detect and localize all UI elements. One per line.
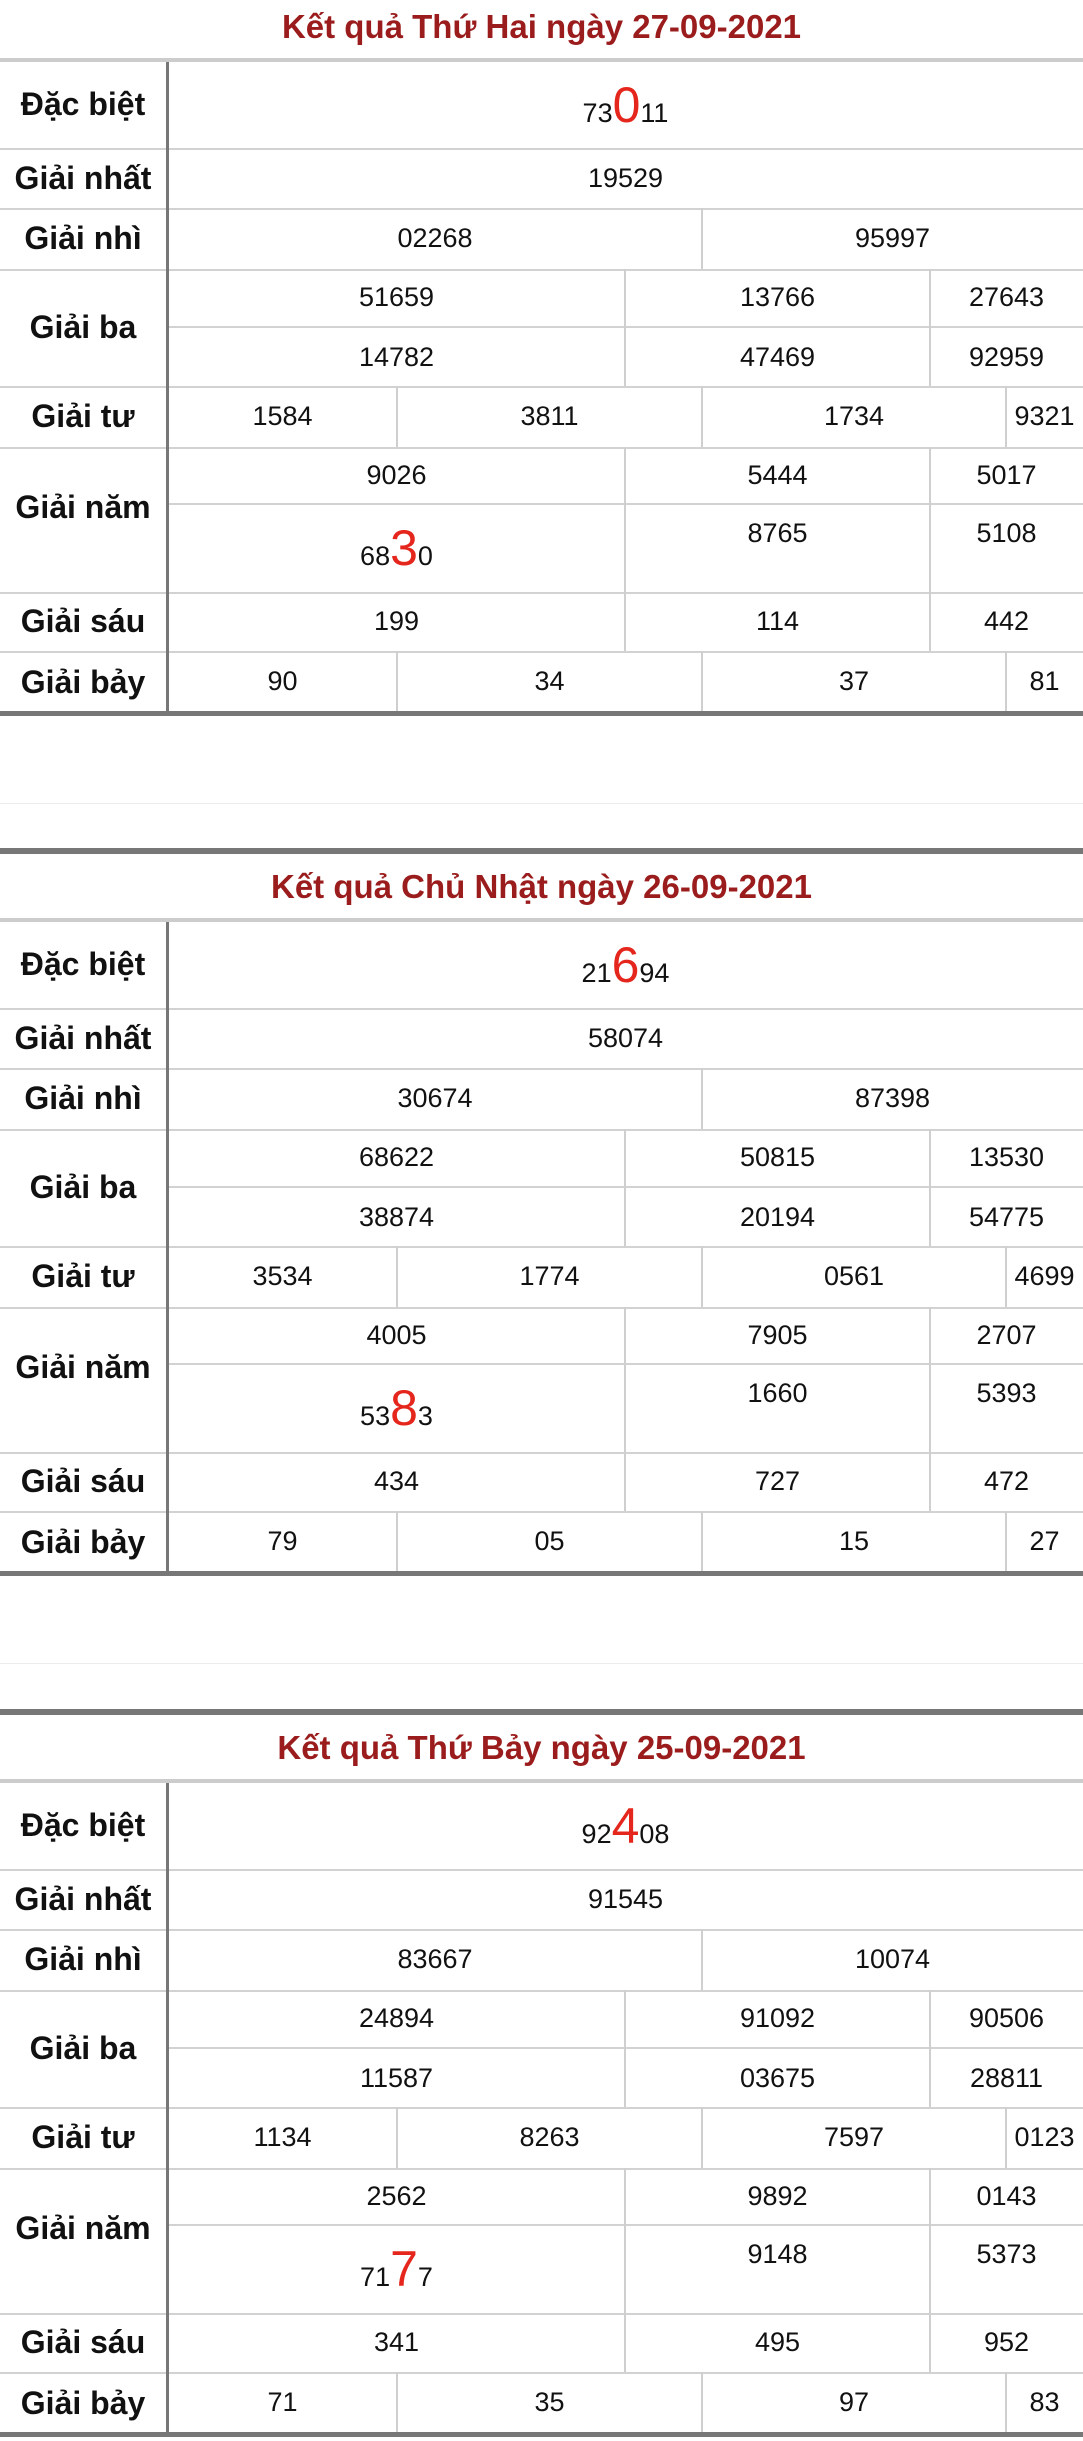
result-title: Kết quả Thứ Bảy ngày 25-09-2021 bbox=[277, 1729, 806, 1766]
prize-number: 81 bbox=[1029, 666, 1060, 696]
number-prefix: 73 bbox=[582, 98, 613, 128]
prize-number: 434 bbox=[373, 1466, 420, 1496]
label-giai-ba: Giải ba bbox=[29, 309, 137, 345]
prize-number: 7597 bbox=[823, 2122, 885, 2152]
prize-number: 71 bbox=[267, 2387, 298, 2417]
prize-number: 37 bbox=[838, 666, 870, 696]
prize-number: 5393 bbox=[976, 1378, 1037, 1408]
prize-number bbox=[168, 1365, 625, 1452]
prize-number: 5017 bbox=[976, 460, 1037, 490]
prize-number: 4699 bbox=[1014, 1261, 1075, 1291]
prize-number: 34 bbox=[534, 666, 565, 696]
prize-number: 5444 bbox=[747, 460, 808, 490]
prize-number: 50815 bbox=[739, 1142, 816, 1172]
prize-number: 472 bbox=[983, 1466, 1030, 1496]
prize-number: 0561 bbox=[823, 1261, 885, 1291]
prize-number: 38874 bbox=[358, 1202, 435, 1232]
label-giai-nhi: Giải nhì bbox=[24, 220, 142, 256]
prize-number: 4005 bbox=[366, 1320, 427, 1350]
number-suffix: 94 bbox=[639, 958, 670, 988]
label-giai-nhat: Giải nhất bbox=[14, 160, 152, 196]
prize-number: 11587 bbox=[359, 2063, 434, 2093]
number-prefix: 53 bbox=[360, 1401, 391, 1431]
prize-number: 15 bbox=[838, 1526, 870, 1556]
prize-number: 1774 bbox=[519, 1261, 580, 1291]
prize-number: 20194 bbox=[739, 1202, 816, 1232]
prize-number: 47469 bbox=[739, 342, 816, 372]
prize-number: 9892 bbox=[747, 2181, 808, 2211]
label-giai-tu: Giải tư bbox=[31, 398, 135, 434]
number-suffix: 0 bbox=[417, 541, 433, 571]
prize-number: 27643 bbox=[968, 282, 1045, 312]
highlight-digit: 4 bbox=[611, 1798, 640, 1854]
number-suffix: 7 bbox=[417, 2262, 433, 2292]
result-table bbox=[0, 860, 1083, 1580]
prize-number: 114 bbox=[755, 606, 800, 636]
label-giai-nhi: Giải nhì bbox=[24, 1080, 142, 1116]
prize-number: 952 bbox=[983, 2327, 1030, 2357]
number-prefix: 21 bbox=[581, 958, 612, 988]
section-divider bbox=[0, 803, 1083, 804]
prize-number: 90506 bbox=[968, 2003, 1045, 2033]
label-giai-nam: Giải năm bbox=[15, 2210, 151, 2246]
prize-number: 24894 bbox=[358, 2003, 435, 2033]
label-dac-biet: Đặc biệt bbox=[20, 86, 146, 122]
prize-number: 0143 bbox=[976, 2181, 1037, 2211]
label-giai-nam: Giải năm bbox=[15, 489, 151, 525]
prize-number: 79 bbox=[267, 1526, 298, 1556]
prize-number: 727 bbox=[754, 1466, 801, 1496]
label-giai-tu: Giải tư bbox=[31, 1258, 135, 1294]
highlight-digit: 8 bbox=[390, 1380, 418, 1436]
label-giai-nhi: Giải nhì bbox=[24, 1941, 142, 1977]
label-giai-bay: Giải bảy bbox=[20, 2385, 146, 2421]
special-prize-number bbox=[168, 922, 1083, 1008]
first-prize-number: 58074 bbox=[587, 1023, 664, 1053]
section-divider bbox=[0, 1663, 1083, 1664]
prize-number: 1660 bbox=[747, 1378, 808, 1408]
number-prefix: 68 bbox=[360, 541, 391, 571]
highlight-digit: 3 bbox=[390, 520, 418, 576]
prize-number bbox=[168, 505, 625, 592]
highlight-digit: 6 bbox=[611, 937, 640, 993]
number-prefix: 92 bbox=[581, 1819, 612, 1849]
first-prize-number: 91545 bbox=[587, 1884, 664, 1914]
prize-number: 13530 bbox=[968, 1142, 1045, 1172]
result-table bbox=[0, 0, 1083, 720]
prize-number: 27 bbox=[1029, 1526, 1060, 1556]
label-dac-biet: Đặc biệt bbox=[20, 946, 146, 982]
prize-number: 03675 bbox=[739, 2063, 816, 2093]
row-divider bbox=[0, 848, 1083, 854]
label-giai-sau: Giải sáu bbox=[20, 1463, 146, 1499]
prize-number: 5108 bbox=[976, 518, 1037, 548]
prize-number: 3811 bbox=[520, 401, 579, 431]
highlight-digit: 0 bbox=[612, 77, 641, 133]
prize-number: 30674 bbox=[397, 1083, 473, 1113]
number-prefix: 71 bbox=[360, 2262, 391, 2292]
prize-number: 10074 bbox=[854, 1944, 931, 1974]
prize-number: 90 bbox=[267, 666, 298, 696]
prize-number: 341 bbox=[373, 2327, 420, 2357]
prize-number: 68622 bbox=[358, 1142, 435, 1172]
label-dac-biet: Đặc biệt bbox=[20, 1807, 146, 1843]
result-table bbox=[0, 1721, 1083, 2441]
label-giai-tu: Giải tư bbox=[31, 2119, 135, 2155]
label-giai-nam: Giải năm bbox=[15, 1349, 151, 1385]
prize-number: 97 bbox=[838, 2387, 870, 2417]
prize-number: 51659 bbox=[358, 282, 435, 312]
prize-number: 91092 bbox=[739, 2003, 816, 2033]
prize-number: 8765 bbox=[747, 518, 808, 548]
label-giai-bay: Giải bảy bbox=[20, 1524, 146, 1560]
result-title: Kết quả Chủ Nhật ngày 26-09-2021 bbox=[271, 868, 812, 905]
prize-number: 0123 bbox=[1014, 2122, 1075, 2152]
prize-number: 92959 bbox=[968, 342, 1045, 372]
label-giai-bay: Giải bảy bbox=[20, 664, 146, 700]
prize-number: 05 bbox=[534, 1526, 565, 1556]
prize-number: 5373 bbox=[976, 2239, 1037, 2269]
prize-number: 35 bbox=[534, 2387, 565, 2417]
prize-number: 9026 bbox=[366, 460, 427, 490]
label-giai-ba: Giải ba bbox=[29, 2030, 137, 2066]
special-prize-number bbox=[168, 1783, 1083, 1869]
prize-number: 7905 bbox=[747, 1320, 808, 1350]
prize-number: 1734 bbox=[823, 401, 885, 431]
prize-number: 2562 bbox=[366, 2181, 427, 2211]
prize-number: 495 bbox=[754, 2327, 801, 2357]
prize-number: 28811 bbox=[969, 2063, 1044, 2093]
number-suffix: 08 bbox=[639, 1819, 670, 1849]
first-prize-number: 19529 bbox=[587, 163, 664, 193]
prize-number: 87398 bbox=[854, 1083, 931, 1113]
prize-number: 442 bbox=[983, 606, 1030, 636]
label-giai-sau: Giải sáu bbox=[20, 603, 146, 639]
prize-number: 1134 bbox=[253, 2122, 312, 2152]
prize-number: 3534 bbox=[252, 1261, 313, 1291]
number-suffix: 3 bbox=[417, 1401, 433, 1431]
prize-number: 13766 bbox=[739, 282, 816, 312]
label-giai-ba: Giải ba bbox=[29, 1169, 137, 1205]
special-prize-number bbox=[168, 62, 1083, 148]
prize-number bbox=[168, 2226, 625, 2313]
label-giai-sau: Giải sáu bbox=[20, 2324, 146, 2360]
prize-number: 83 bbox=[1029, 2387, 1060, 2417]
label-giai-nhat: Giải nhất bbox=[14, 1020, 152, 1056]
prize-number: 9321 bbox=[1014, 401, 1075, 431]
row-divider bbox=[0, 1709, 1083, 1715]
label-giai-nhat: Giải nhất bbox=[14, 1881, 152, 1917]
result-title: Kết quả Thứ Hai ngày 27-09-2021 bbox=[281, 8, 802, 45]
prize-number: 1584 bbox=[252, 401, 313, 431]
number-suffix: 11 bbox=[640, 98, 669, 128]
prize-number: 199 bbox=[373, 606, 420, 636]
prize-number: 02268 bbox=[397, 223, 473, 253]
prize-number: 54775 bbox=[968, 1202, 1045, 1232]
prize-number: 95997 bbox=[854, 223, 931, 253]
prize-number: 2707 bbox=[976, 1320, 1037, 1350]
prize-number: 9148 bbox=[747, 2239, 808, 2269]
prize-number: 83667 bbox=[397, 1944, 473, 1974]
prize-number: 14782 bbox=[358, 342, 435, 372]
highlight-digit: 7 bbox=[390, 2241, 418, 2297]
prize-number: 8263 bbox=[519, 2122, 580, 2152]
